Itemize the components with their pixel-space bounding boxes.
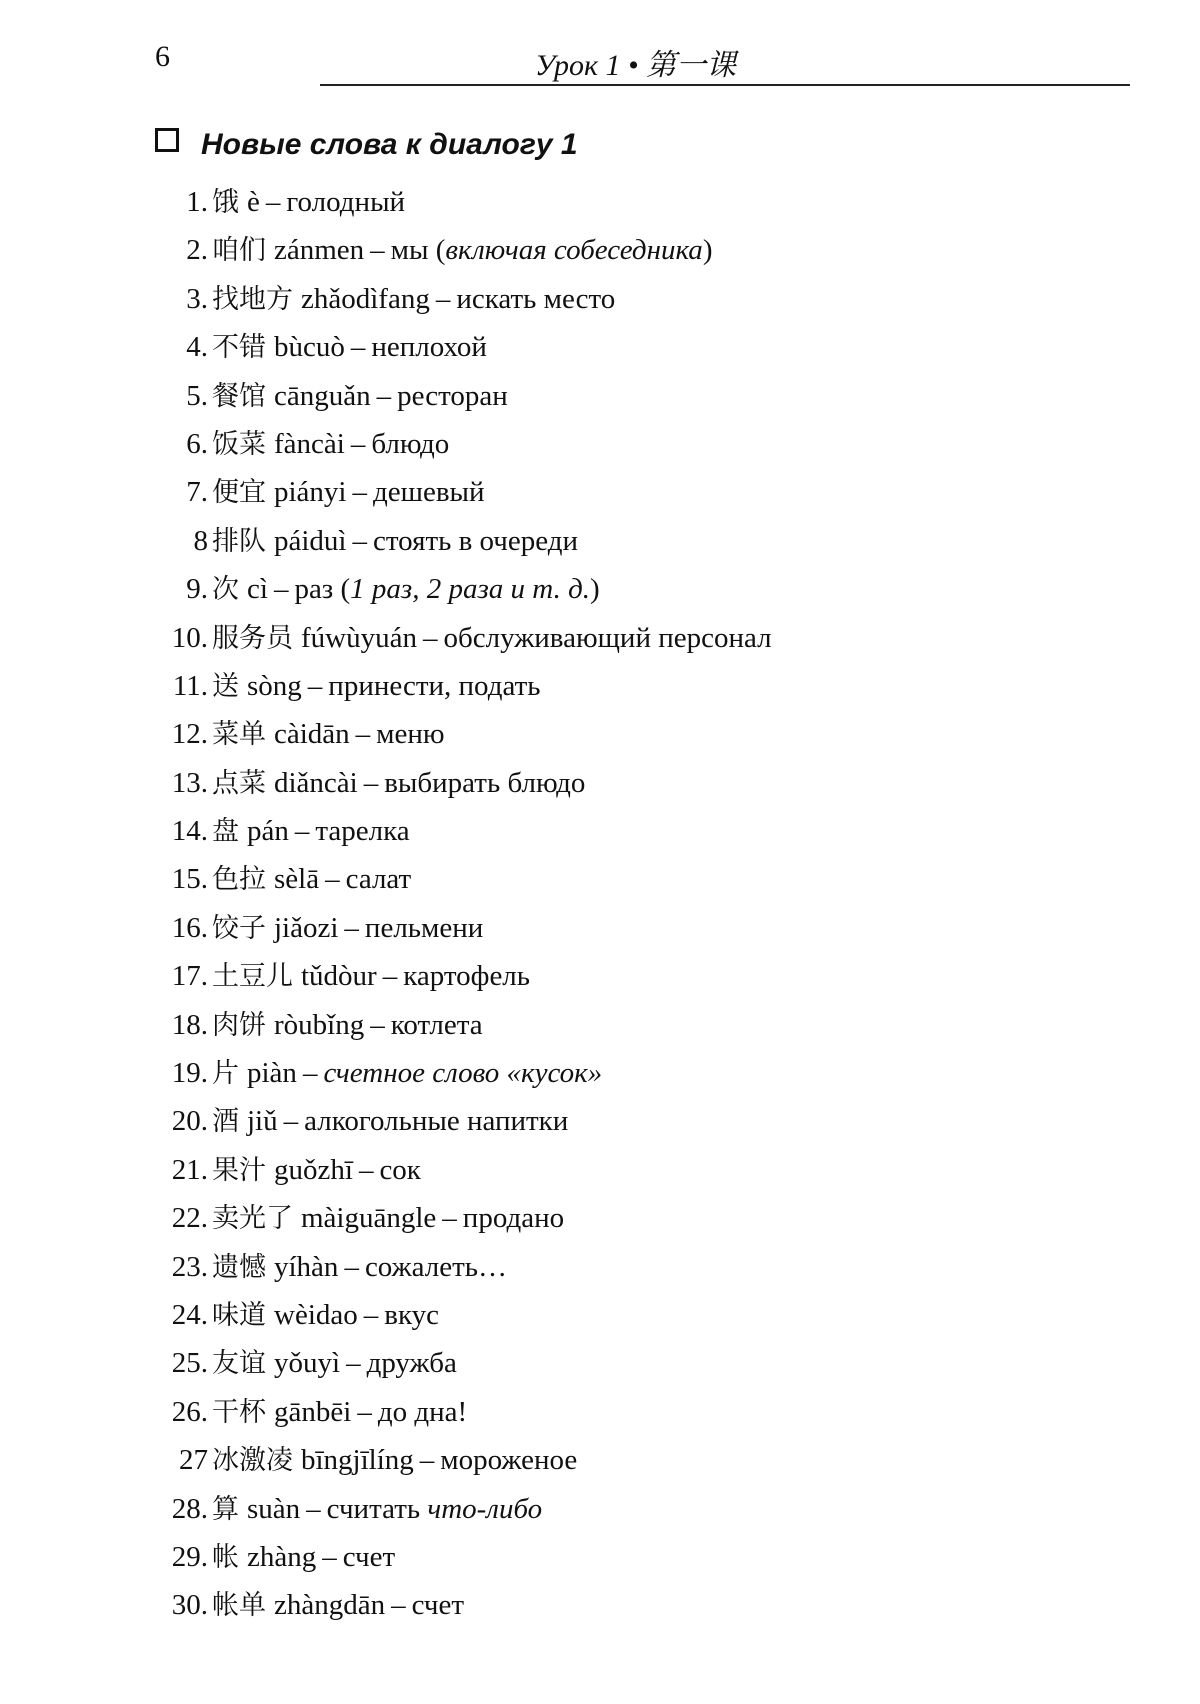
item-dash: – [307,669,323,702]
vocab-item [155,420,1155,468]
vocab-item [155,1388,1155,1436]
item-dash: – [325,863,340,896]
item-number: 12. [171,718,208,751]
item-hanzi: 饿 [212,187,239,218]
item-pinyin: wèidao [274,1298,358,1331]
item-meaning: мороженое [440,1444,578,1477]
item-dash: – [422,621,438,654]
vocab-item [155,1001,1155,1049]
item-meaning: принести, подать [328,669,541,702]
item-meaning: счет [411,1589,465,1622]
item-number: 22. [171,1202,208,1235]
vocab-item [155,565,1155,613]
item-pinyin: jiǎozi [274,911,339,944]
item-number: 8 [193,524,208,557]
item-meaning: голодный [286,186,406,218]
vocab-item [155,1581,1155,1629]
item-number: 29. [171,1540,208,1573]
item-hanzi: 片 [212,1058,239,1090]
item-pinyin: pán [247,815,289,848]
item-number: 19. [171,1057,208,1090]
item-meaning: алкогольные напитки [304,1105,569,1138]
item-meaning: сожалеть… [364,1250,507,1283]
item-dash: – [344,1250,359,1283]
item-pinyin: bùcuò [274,331,345,364]
item-meaning: тарелка [315,815,410,848]
vocab-item [155,1049,1155,1097]
item-hanzi: 排队 [212,525,266,557]
item-number: 4. [186,331,208,364]
item-number: 26. [171,1395,208,1428]
item-pinyin: yíhàn [274,1250,339,1283]
vocab-item [155,807,1155,855]
item-number: 16. [171,911,208,944]
item-dash: – [391,1589,406,1622]
item-dash: – [302,1057,318,1090]
item-number: 1. [186,186,208,218]
item-number: 11. [172,669,208,702]
section-title: Новые слова к диалогу 1 [201,128,578,161]
item-pinyin: tǔdòur [301,960,377,993]
item-dash: – [350,427,366,460]
item-dash: – [322,1540,337,1573]
item-meaning: блюдо [371,427,450,460]
item-meaning: искать место [456,282,616,315]
item-dash: – [419,1444,435,1477]
item-number: 27 [179,1444,208,1477]
item-number: 7. [186,476,208,509]
section-heading [155,128,578,162]
item-dash: – [352,476,367,509]
item-meaning: дешевый [373,476,485,509]
item-hanzi: 果汁 [212,1154,266,1186]
item-number: 13. [171,766,208,799]
item-pinyin: ròubǐng [274,1008,365,1041]
item-pinyin: fàncài [274,427,345,460]
item-meaning: до дна! [377,1395,468,1428]
item-pinyin: páiduì [274,524,347,557]
item-meaning: вкус [384,1298,439,1331]
item-dash: – [350,331,366,364]
item-pinyin: fúwùyuán [301,621,417,654]
item-number: 5. [186,379,208,412]
item-number: 3. [186,282,208,315]
item-meaning: котлета [390,1008,483,1041]
vocab-item [155,1146,1155,1194]
item-pinyin: màiguāngle [301,1202,437,1235]
item-pinyin: diǎncài [274,766,358,799]
item-number: 24. [171,1298,208,1331]
item-pinyin: piàn [247,1057,297,1090]
item-pinyin: cānguǎn [274,379,371,412]
vocab-item [155,904,1155,952]
item-meaning: салат [345,863,412,896]
item-hanzi: 色拉 [212,864,266,896]
vocab-item [155,614,1155,662]
item-pinyin: suàn [247,1492,301,1525]
item-pinyin: sòng [247,669,302,702]
item-number: 17. [171,960,208,993]
vocab-item [155,226,1155,274]
item-dash: – [357,1395,372,1428]
page-number: 6 [155,40,170,73]
item-hanzi: 土豆儿 [212,961,293,993]
item-meaning: раз ( [294,573,351,606]
item-meaning: мы ( [390,234,446,267]
item-note: счетное слово «кусок» [323,1057,603,1090]
item-note: включая собеседника [445,234,703,267]
item-dash: – [344,911,359,944]
item-hanzi: 菜单 [212,719,266,751]
vocab-item [155,1194,1155,1242]
vocabulary-list [155,178,1155,1630]
item-dash: – [346,1347,361,1380]
vocab-item [155,1291,1155,1339]
item-hanzi: 味道 [212,1299,266,1331]
item-dash: – [273,573,289,606]
item-number: 18. [171,1008,208,1041]
item-meaning: обслуживающий персонал [443,621,772,654]
item-hanzi: 送 [212,670,239,702]
item-hanzi: 肉饼 [212,1009,266,1041]
item-note: 1 раз, 2 раза и т. д. [350,573,591,606]
vocab-item [155,323,1155,371]
vocab-item [155,275,1155,323]
item-pinyin: guǒzhī [274,1153,353,1186]
item-pinyin: piányi [274,476,347,509]
item-pinyin: zhàngdān [274,1589,386,1622]
vocab-item [155,1339,1155,1387]
item-number: 28. [171,1492,208,1525]
item-number: 10. [171,621,208,654]
item-number: 20. [171,1105,208,1138]
vocab-item [155,1436,1155,1484]
item-hanzi: 酒 [212,1106,239,1138]
item-hanzi: 不错 [212,332,266,364]
item-number: 15. [171,863,208,896]
item-hanzi: 服务员 [212,622,293,654]
vocab-item [155,855,1155,903]
item-dash: – [376,379,392,412]
item-meaning: меню [376,718,445,751]
item-pinyin: zhǎodìfang [301,282,430,315]
item-hanzi: 次 [212,574,239,606]
item-pinyin: jiǔ [247,1105,278,1138]
item-dash: – [442,1202,457,1235]
item-dash: – [363,766,379,799]
item-dash: – [370,1008,385,1041]
item-hanzi: 便宜 [212,477,266,509]
item-hanzi: 帐单 [212,1590,266,1622]
item-dash: – [370,234,385,267]
item-pinyin: zánmen [274,234,365,267]
item-hanzi: 遗憾 [212,1251,266,1283]
item-number: 2. [186,234,208,267]
running-title: Урок 1 • 第一课 [535,49,737,82]
checkbox-icon [155,128,179,152]
item-pinyin: cì [247,573,268,606]
item-meaning: пельмени [364,911,484,944]
item-dash: – [283,1105,299,1138]
item-hanzi: 咱们 [212,235,266,267]
item-meaning: неплохой [371,331,487,364]
item-dash: – [265,186,281,218]
item-hanzi: 算 [212,1493,239,1525]
item-hanzi: 找地方 [212,283,293,315]
item-pinyin: zhàng [247,1540,317,1573]
vocab-item [155,710,1155,758]
item-tail: ) [590,573,600,606]
item-number: 6. [186,427,208,460]
item-dash: – [435,282,451,315]
item-pinyin: è [247,186,260,218]
item-number: 23. [171,1250,208,1283]
vocab-item [155,952,1155,1000]
vocab-item [155,759,1155,807]
item-number: 30. [171,1589,208,1622]
header-rule [320,84,1130,86]
item-meaning: продано [462,1202,565,1235]
vocab-item [155,1097,1155,1145]
vocab-item [155,517,1155,565]
item-meaning: выбирать блюдо [384,766,586,799]
item-hanzi: 友谊 [212,1348,266,1380]
item-dash: – [382,960,398,993]
item-dash: – [352,524,367,557]
item-meaning: картофель [403,960,531,993]
item-hanzi: 餐馆 [212,380,266,412]
item-number: 14. [171,815,208,848]
running-header [155,40,1130,88]
item-dash: – [355,718,371,751]
vocab-item [155,1485,1155,1533]
item-meaning: стоять в очереди [373,524,579,557]
item-dash: – [358,1153,374,1186]
item-dash: – [363,1298,379,1331]
item-number: 25. [171,1347,208,1380]
item-tail: ) [702,234,713,267]
item-hanzi: 干杯 [212,1396,266,1428]
item-number: 21. [171,1153,208,1186]
item-pinyin: càidān [274,718,350,751]
item-meaning: дружба [366,1347,457,1380]
vocab-item [155,178,1155,226]
vocab-item [155,1533,1155,1581]
vocab-item [155,662,1155,710]
item-pinyin: yǒuyì [274,1347,341,1380]
item-meaning: считать [326,1492,428,1525]
item-hanzi: 盘 [212,816,239,848]
item-pinyin: gānbēi [274,1395,352,1428]
item-meaning: ресторан [397,379,508,412]
item-hanzi: 帐 [212,1541,239,1573]
item-dash: – [294,815,310,848]
item-meaning: счет [342,1540,396,1573]
vocab-item [155,1243,1155,1291]
vocab-item [155,372,1155,420]
item-number: 9. [186,573,208,606]
item-pinyin: bīngjīlíng [301,1444,414,1477]
item-pinyin: sèlā [274,863,320,896]
item-dash: – [306,1492,321,1525]
item-hanzi: 饭菜 [212,428,266,460]
item-hanzi: 点菜 [212,767,266,799]
item-hanzi: 冰激凌 [212,1445,293,1477]
item-meaning: сок [379,1153,421,1186]
item-hanzi: 卖光了 [212,1203,293,1235]
vocab-item [155,468,1155,516]
item-note: что-либо [427,1492,543,1525]
item-hanzi: 饺子 [212,912,266,944]
